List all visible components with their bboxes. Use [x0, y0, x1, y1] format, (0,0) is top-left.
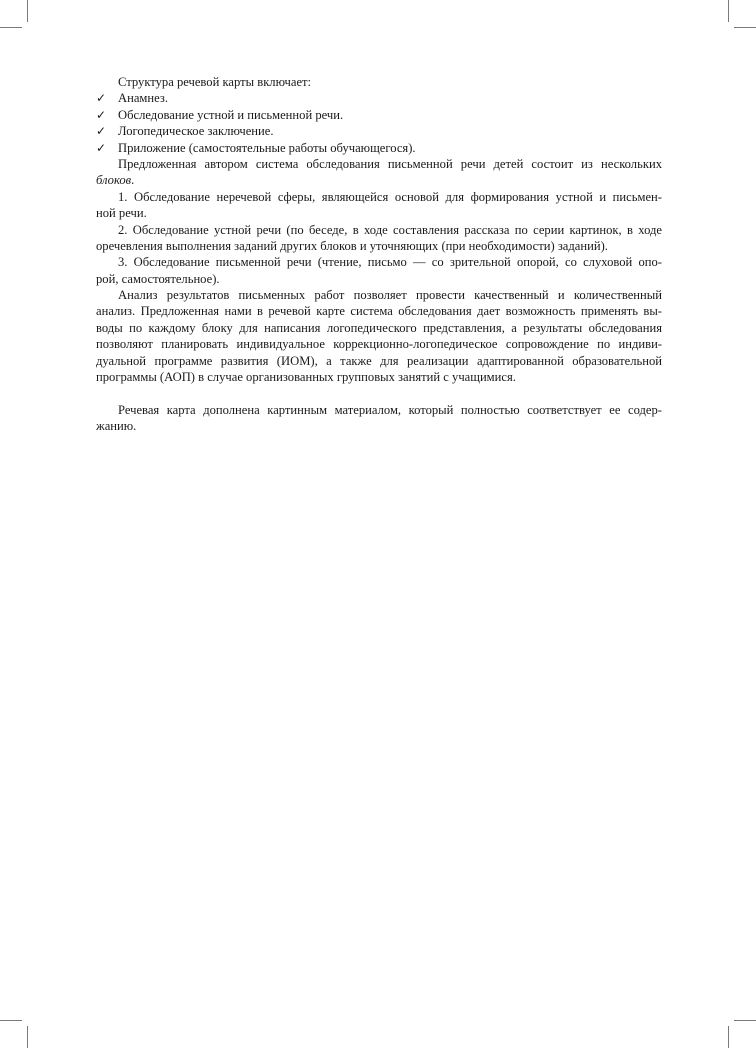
analysis-line: позволяют планировать индивидуальное коррекционно-логопедическое сопровождение по индиви- — [96, 337, 662, 352]
crop-mark — [27, 0, 28, 22]
checkmark-icon: ✓ — [96, 91, 107, 106]
block2-line: оречевления выполнения заданий других блоков и уточняющих (при необходимости) заданий). — [96, 238, 608, 253]
checklist-item — [96, 123, 662, 139]
block3-line: рой, самостоятельное). — [96, 271, 220, 286]
analysis-line: дуальной программе развития (ИОМ), а также для реализации адаптированной образовательной — [96, 353, 662, 368]
closing-line: жанию. — [96, 419, 137, 434]
checkmark-icon: ✓ — [96, 124, 107, 139]
checklist-item — [96, 90, 662, 106]
crop-mark — [0, 27, 22, 28]
analysis-line: анализ. Предложенная нами в речевой карте система обследования дает возможность применять вы- — [96, 304, 662, 319]
checklist-item-label: Анамнез. — [118, 91, 168, 106]
checklist-item — [96, 140, 662, 156]
analysis-line: программы (АОП) в случае организованных групповых занятий с учащимися. — [96, 370, 516, 385]
crop-mark — [27, 1026, 28, 1048]
italic-word: блоков — [96, 173, 132, 188]
block3-line: 3. Обследование письменной речи (чтение, письмо — со зрительной опорой, со слуховой опо- — [118, 255, 662, 270]
paragraph-gap — [96, 385, 662, 401]
checkmark-icon: ✓ — [96, 140, 107, 155]
punctuation: . — [131, 173, 135, 188]
crop-mark — [734, 27, 756, 28]
checklist-item-label: Обследование устной и письменной речи. — [118, 107, 344, 122]
checklist-item-label: Приложение (самостоятельные работы обучающегося). — [118, 140, 416, 155]
closing-line: Речевая карта дополнена картинным материалом, который полностью соответствует ее содер- — [118, 402, 662, 417]
system-paragraph-line — [96, 172, 662, 188]
analysis-line: воды по каждому блоку для написания логопедического представления, а результаты обследования — [96, 320, 662, 335]
crop-mark — [728, 1026, 729, 1048]
block1-line: 1. Обследование неречевой сферы, являющейся основой для формирования устной и письмен- — [118, 189, 662, 204]
crop-mark — [728, 0, 729, 22]
checklist-item — [96, 107, 662, 123]
system-paragraph-line: Предложенная автором система обследования письменной речи детей состоит из нескольких — [118, 156, 662, 171]
checklist-item-label: Логопедическое заключение. — [118, 124, 274, 139]
block2-line: 2. Обследование устной речи (по беседе, в ходе составления рассказа по серии картинок, в ходе — [118, 222, 662, 237]
crop-mark — [0, 1020, 22, 1021]
block1-line: ной речи. — [96, 206, 147, 221]
checkmark-icon: ✓ — [96, 107, 107, 122]
intro-line: Структура речевой карты включает: — [118, 75, 312, 89]
crop-mark — [734, 1020, 756, 1021]
analysis-line: Анализ результатов письменных работ позволяет провести качественный и количественный — [118, 288, 662, 303]
document-body — [96, 74, 662, 435]
